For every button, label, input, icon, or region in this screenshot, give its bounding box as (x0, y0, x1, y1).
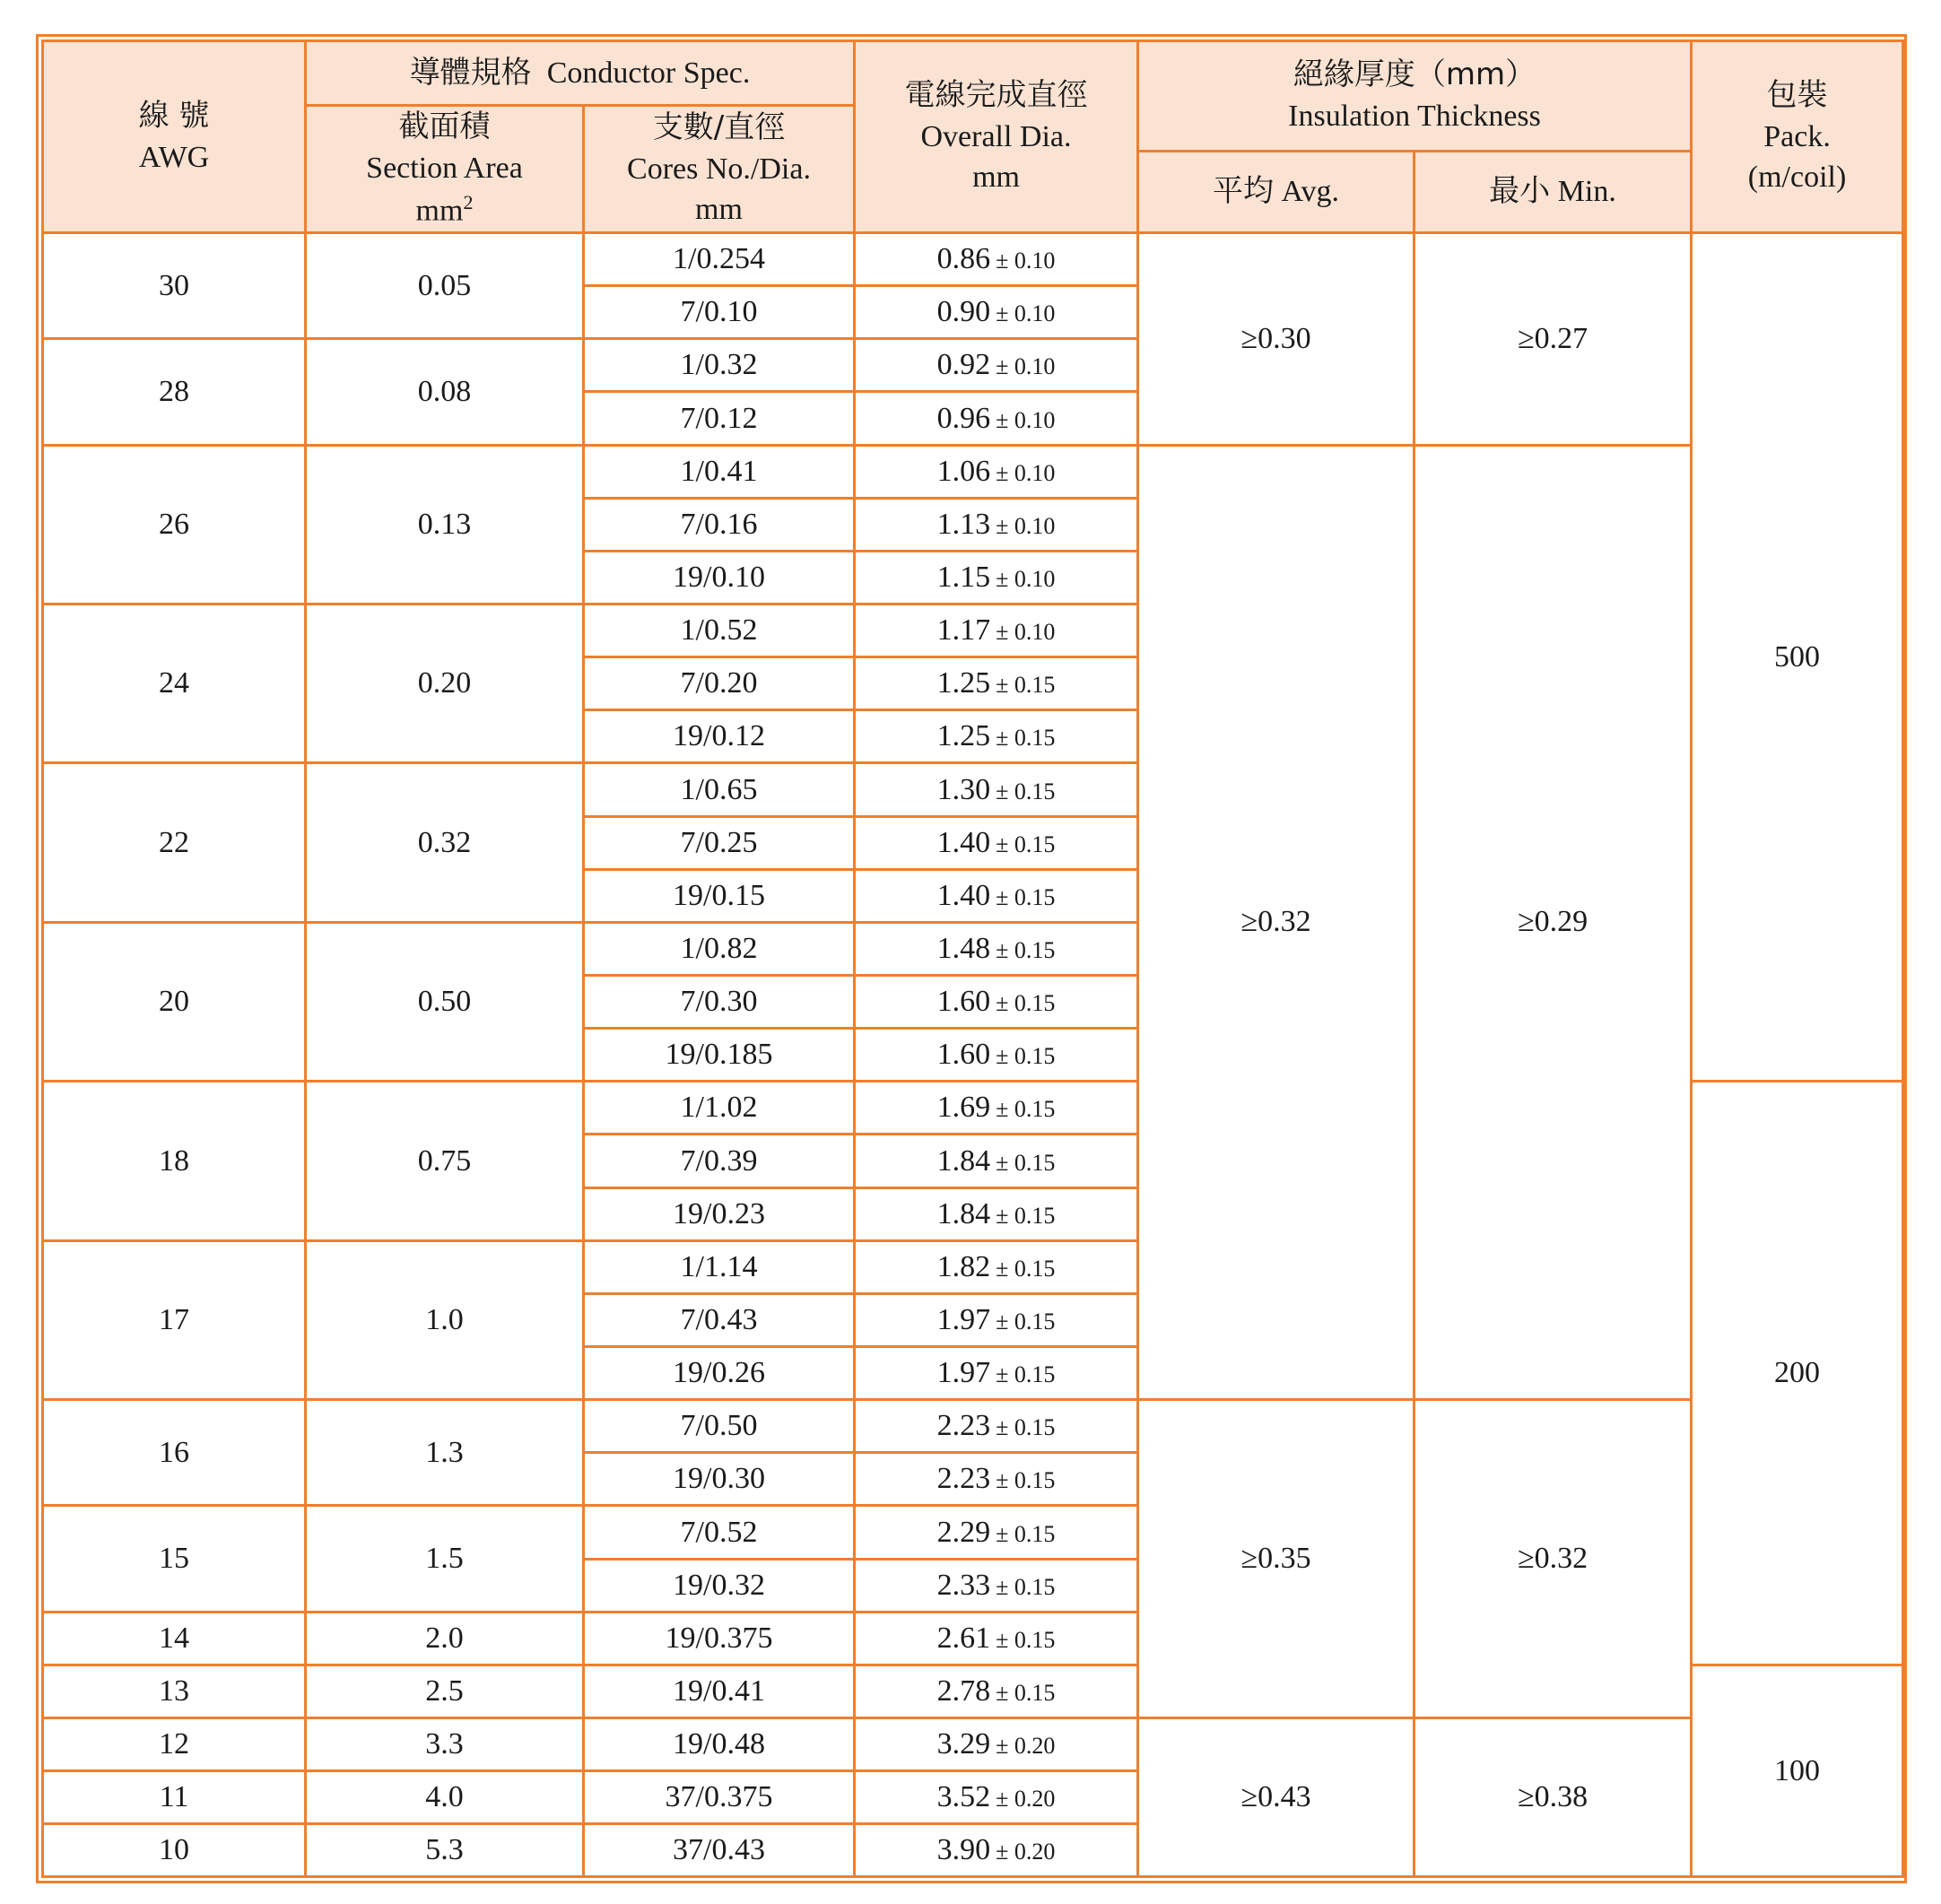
overall-dia-cell (855, 1824, 1138, 1877)
cores-dia-cell: 19/0.375 (584, 1612, 855, 1665)
awg-header-zh: 線 號 (138, 97, 210, 134)
overall-dia-tolerance: ± 0.15 (996, 1361, 1056, 1388)
pack-unit: (m/coil) (1747, 161, 1847, 195)
table-row (43, 1717, 1903, 1770)
cores-dia-cell: 19/0.12 (584, 710, 855, 763)
section-area-zh: 截面積 (398, 109, 491, 144)
section-area-cell: 0.05 (306, 233, 584, 339)
overall-dia-cell (855, 498, 1138, 551)
overall-dia-tolerance: ± 0.10 (996, 300, 1056, 327)
cores-dia-cell: 7/0.20 (584, 657, 855, 710)
awg-cell: 11 (43, 1771, 306, 1824)
section-area-cell: 0.20 (306, 604, 584, 762)
overall-dia-value: 1.40 (936, 825, 991, 859)
overall-dia-value: 1.17 (936, 613, 991, 648)
overall-dia-tolerance: ± 0.15 (996, 725, 1056, 752)
insulation-avg-cell: ≥0.30 (1138, 233, 1414, 446)
overall-dia-tolerance: ± 0.15 (996, 1202, 1056, 1229)
overall-dia-value: 0.86 (936, 242, 991, 276)
overall-dia-value: 2.78 (936, 1674, 991, 1708)
overall-dia-tolerance: ± 0.10 (996, 248, 1056, 274)
section-area-cell: 2.5 (306, 1665, 584, 1717)
awg-header-en: AWG (138, 140, 210, 174)
overall-dia-cell (855, 657, 1138, 710)
cores-dia-cell: 19/0.30 (584, 1453, 855, 1506)
overall-dia-cell (855, 1717, 1138, 1770)
table-row (43, 1400, 1903, 1453)
overall-dia-cell (855, 1187, 1138, 1240)
cores-dia-cell: 19/0.48 (584, 1717, 855, 1770)
section-area-cell: 4.0 (306, 1771, 584, 1824)
overall-dia-value: 1.84 (936, 1196, 991, 1230)
overall-dia-cell (855, 1346, 1138, 1399)
overall-dia-value: 0.96 (936, 401, 991, 435)
overall-dia-tolerance: ± 0.15 (996, 1414, 1056, 1441)
overall-dia-tolerance: ± 0.15 (996, 1308, 1056, 1335)
section-area-cell: 0.08 (306, 339, 584, 445)
cores-dia-cell: 7/0.50 (584, 1400, 855, 1453)
section-area-cell: 0.32 (306, 763, 584, 922)
overall-dia-tolerance: ± 0.15 (996, 1096, 1056, 1123)
overall-dia-header (855, 41, 1138, 233)
insulation-min-cell: ≥0.27 (1414, 233, 1692, 446)
cores-dia-cell: 19/0.185 (584, 1029, 855, 1082)
cores-dia-cell: 1/0.32 (584, 339, 855, 392)
insulation-en: Insulation Thickness (1288, 99, 1541, 133)
overall-dia-cell (855, 1771, 1138, 1824)
conductor-spec-zh: 導體規格 (409, 54, 532, 91)
pack-header (1692, 41, 1903, 233)
cores-dia-cell: 37/0.43 (584, 1824, 855, 1877)
overall-dia-tolerance: ± 0.10 (996, 619, 1056, 646)
overall-dia-cell (855, 763, 1138, 816)
section-area-cell: 1.5 (306, 1506, 584, 1612)
overall-dia-value: 1.30 (936, 772, 991, 806)
overall-dia-cell (855, 551, 1138, 604)
overall-dia-zh: 電線完成直徑 (904, 76, 1088, 113)
cores-dia-header (584, 106, 855, 233)
cores-dia-cell: 19/0.26 (584, 1346, 855, 1399)
section-area-cell: 0.13 (306, 445, 584, 604)
awg-cell: 15 (43, 1506, 306, 1612)
table-row (43, 445, 1903, 498)
wire-spec-table (41, 39, 1904, 1878)
awg-header (43, 41, 306, 233)
awg-cell: 17 (43, 1240, 306, 1399)
cores-dia-cell: 1/0.52 (584, 604, 855, 656)
section-area-cell: 1.3 (306, 1400, 584, 1506)
overall-dia-value: 3.90 (936, 1833, 991, 1867)
overall-dia-tolerance: ± 0.15 (996, 1626, 1056, 1653)
overall-dia-cell (855, 1665, 1138, 1717)
cores-dia-cell: 1/1.02 (584, 1082, 855, 1135)
overall-dia-tolerance: ± 0.10 (996, 565, 1056, 592)
insulation-header (1138, 41, 1692, 152)
section-area-header (306, 106, 584, 233)
cores-dia-cell: 7/0.12 (584, 392, 855, 445)
awg-cell: 12 (43, 1717, 306, 1770)
avg-zh: 平均 (1213, 172, 1274, 209)
section-area-unit (307, 189, 582, 231)
overall-dia-tolerance: ± 0.15 (996, 1467, 1056, 1494)
awg-cell: 30 (43, 233, 306, 339)
overall-dia-unit: mm (972, 161, 1020, 195)
overall-dia-value: 1.97 (936, 1356, 991, 1390)
overall-dia-cell (855, 1082, 1138, 1135)
awg-cell: 28 (43, 339, 306, 445)
overall-dia-cell (855, 922, 1138, 975)
conductor-spec-header (306, 41, 855, 106)
pack-cell: 100 (1692, 1665, 1903, 1877)
cores-dia-zh: 支數/直徑 (652, 109, 786, 145)
section-area-cell: 2.0 (306, 1612, 584, 1665)
section-area-cell: 0.75 (306, 1082, 584, 1240)
avg-header (1138, 151, 1414, 232)
overall-dia-value: 2.61 (936, 1621, 991, 1655)
overall-dia-value: 3.52 (936, 1780, 991, 1814)
cores-dia-cell: 19/0.23 (584, 1187, 855, 1240)
overall-dia-value: 1.48 (936, 931, 991, 965)
overall-dia-value: 1.25 (936, 719, 991, 753)
awg-cell: 24 (43, 604, 306, 762)
overall-dia-cell (855, 1293, 1138, 1346)
overall-dia-value: 0.92 (936, 348, 991, 382)
cores-dia-cell: 19/0.15 (584, 869, 855, 922)
overall-dia-value: 1.13 (936, 507, 991, 541)
overall-dia-value: 3.29 (936, 1727, 991, 1761)
overall-dia-value: 1.97 (936, 1302, 991, 1336)
table-body (43, 233, 1903, 1877)
overall-dia-cell (855, 233, 1138, 286)
table-row (43, 233, 1903, 286)
overall-dia-cell (855, 1559, 1138, 1612)
cores-dia-cell: 7/0.10 (584, 286, 855, 339)
overall-dia-cell (855, 975, 1138, 1028)
awg-cell: 18 (43, 1082, 306, 1240)
overall-dia-en: Overall Dia. (920, 119, 1072, 153)
section-unit-text: mm (415, 194, 464, 228)
overall-dia-tolerance: ± 0.15 (996, 1149, 1056, 1176)
overall-dia-tolerance: ± 0.10 (996, 512, 1056, 539)
cores-dia-cell: 1/0.254 (584, 233, 855, 286)
overall-dia-tolerance: ± 0.15 (996, 990, 1056, 1017)
pack-cell: 200 (1692, 1082, 1903, 1665)
overall-dia-tolerance: ± 0.15 (996, 1573, 1056, 1600)
overall-dia-tolerance: ± 0.15 (996, 1520, 1056, 1547)
cores-dia-cell: 7/0.25 (584, 816, 855, 869)
overall-dia-value: 2.23 (936, 1462, 991, 1496)
cores-dia-cell: 1/1.14 (584, 1240, 855, 1293)
pack-cell: 500 (1692, 233, 1903, 1082)
overall-dia-cell (855, 339, 1138, 392)
awg-cell: 20 (43, 922, 306, 1081)
cores-dia-cell: 7/0.52 (584, 1506, 855, 1559)
section-area-cell: 0.50 (306, 922, 584, 1081)
insulation-min-cell: ≥0.32 (1414, 1400, 1692, 1718)
cores-dia-en: Cores No./Dia. (627, 152, 811, 186)
insulation-min-cell: ≥0.29 (1414, 445, 1692, 1400)
overall-dia-tolerance: ± 0.10 (996, 459, 1056, 486)
overall-dia-cell (855, 286, 1138, 339)
overall-dia-cell (855, 1135, 1138, 1187)
overall-dia-tolerance: ± 0.15 (996, 1043, 1056, 1070)
insulation-avg-cell: ≥0.32 (1138, 445, 1414, 1400)
insulation-zh: 絕緣厚度（mm） (1293, 56, 1536, 92)
insulation-avg-cell: ≥0.35 (1138, 1400, 1414, 1718)
overall-dia-cell (855, 604, 1138, 656)
overall-dia-value: 2.23 (936, 1409, 991, 1443)
overall-dia-cell (855, 816, 1138, 869)
overall-dia-tolerance: ± 0.20 (996, 1786, 1056, 1813)
cores-dia-cell: 7/0.30 (584, 975, 855, 1028)
overall-dia-value: 1.69 (936, 1091, 991, 1125)
section-area-cell: 1.0 (306, 1240, 584, 1399)
cores-dia-cell: 1/0.82 (584, 922, 855, 975)
overall-dia-cell (855, 1240, 1138, 1293)
cores-dia-cell: 37/0.375 (584, 1771, 855, 1824)
pack-zh: 包裝 (1766, 76, 1828, 113)
overall-dia-cell (855, 1612, 1138, 1665)
cores-dia-cell: 7/0.39 (584, 1135, 855, 1187)
min-en: Min. (1557, 174, 1616, 208)
overall-dia-tolerance: ± 0.15 (996, 936, 1056, 963)
awg-cell: 22 (43, 763, 306, 922)
avg-en: Avg. (1281, 174, 1340, 208)
overall-dia-value: 1.40 (936, 878, 991, 912)
overall-dia-value: 1.84 (936, 1143, 991, 1178)
awg-cell: 26 (43, 445, 306, 604)
overall-dia-value: 1.60 (936, 985, 991, 1019)
awg-cell: 10 (43, 1824, 306, 1877)
overall-dia-tolerance: ± 0.10 (996, 406, 1056, 433)
overall-dia-value: 1.25 (936, 666, 991, 700)
overall-dia-cell (855, 1400, 1138, 1453)
cores-dia-cell: 19/0.41 (584, 1665, 855, 1717)
header-row-1 (43, 41, 1903, 106)
section-area-en: Section Area (366, 151, 523, 185)
insulation-avg-cell: ≥0.43 (1138, 1717, 1414, 1876)
section-unit-sup: 2 (463, 190, 474, 213)
overall-dia-value: 2.29 (936, 1515, 991, 1549)
overall-dia-tolerance: ± 0.20 (996, 1839, 1056, 1865)
min-header (1414, 151, 1692, 232)
awg-cell: 14 (43, 1612, 306, 1665)
overall-dia-tolerance: ± 0.15 (996, 1255, 1056, 1282)
cores-dia-cell: 7/0.43 (584, 1293, 855, 1346)
cores-dia-cell: 19/0.10 (584, 551, 855, 604)
overall-dia-cell (855, 1506, 1138, 1559)
overall-dia-cell (855, 1453, 1138, 1506)
pack-en: Pack. (1763, 119, 1831, 153)
insulation-min-cell: ≥0.38 (1414, 1717, 1692, 1876)
section-area-cell: 3.3 (306, 1717, 584, 1770)
overall-dia-value: 0.90 (936, 295, 991, 329)
awg-cell: 16 (43, 1400, 306, 1506)
overall-dia-tolerance: ± 0.20 (996, 1733, 1056, 1760)
section-area-cell: 5.3 (306, 1824, 584, 1877)
overall-dia-value: 1.82 (936, 1249, 991, 1283)
overall-dia-value: 2.33 (936, 1568, 991, 1602)
overall-dia-cell (855, 392, 1138, 445)
overall-dia-tolerance: ± 0.15 (996, 830, 1056, 857)
cores-dia-cell: 19/0.32 (584, 1559, 855, 1612)
overall-dia-cell (855, 710, 1138, 763)
cores-dia-cell: 7/0.16 (584, 498, 855, 551)
overall-dia-tolerance: ± 0.10 (996, 353, 1056, 380)
overall-dia-tolerance: ± 0.15 (996, 672, 1056, 699)
overall-dia-cell (855, 869, 1138, 922)
overall-dia-value: 1.60 (936, 1038, 991, 1072)
overall-dia-value: 1.15 (936, 560, 991, 594)
overall-dia-cell (855, 445, 1138, 498)
min-zh: 最小 (1489, 172, 1551, 209)
overall-dia-tolerance: ± 0.15 (996, 883, 1056, 910)
cores-dia-cell: 1/0.41 (584, 445, 855, 498)
conductor-spec-en: Conductor Spec. (546, 56, 751, 90)
overall-dia-cell (855, 1029, 1138, 1082)
awg-cell: 13 (43, 1665, 306, 1717)
overall-dia-value: 1.06 (936, 454, 991, 488)
cores-dia-cell: 1/0.65 (584, 763, 855, 816)
cores-dia-unit: mm (695, 193, 743, 227)
overall-dia-tolerance: ± 0.15 (996, 778, 1056, 804)
overall-dia-tolerance: ± 0.15 (996, 1679, 1056, 1706)
